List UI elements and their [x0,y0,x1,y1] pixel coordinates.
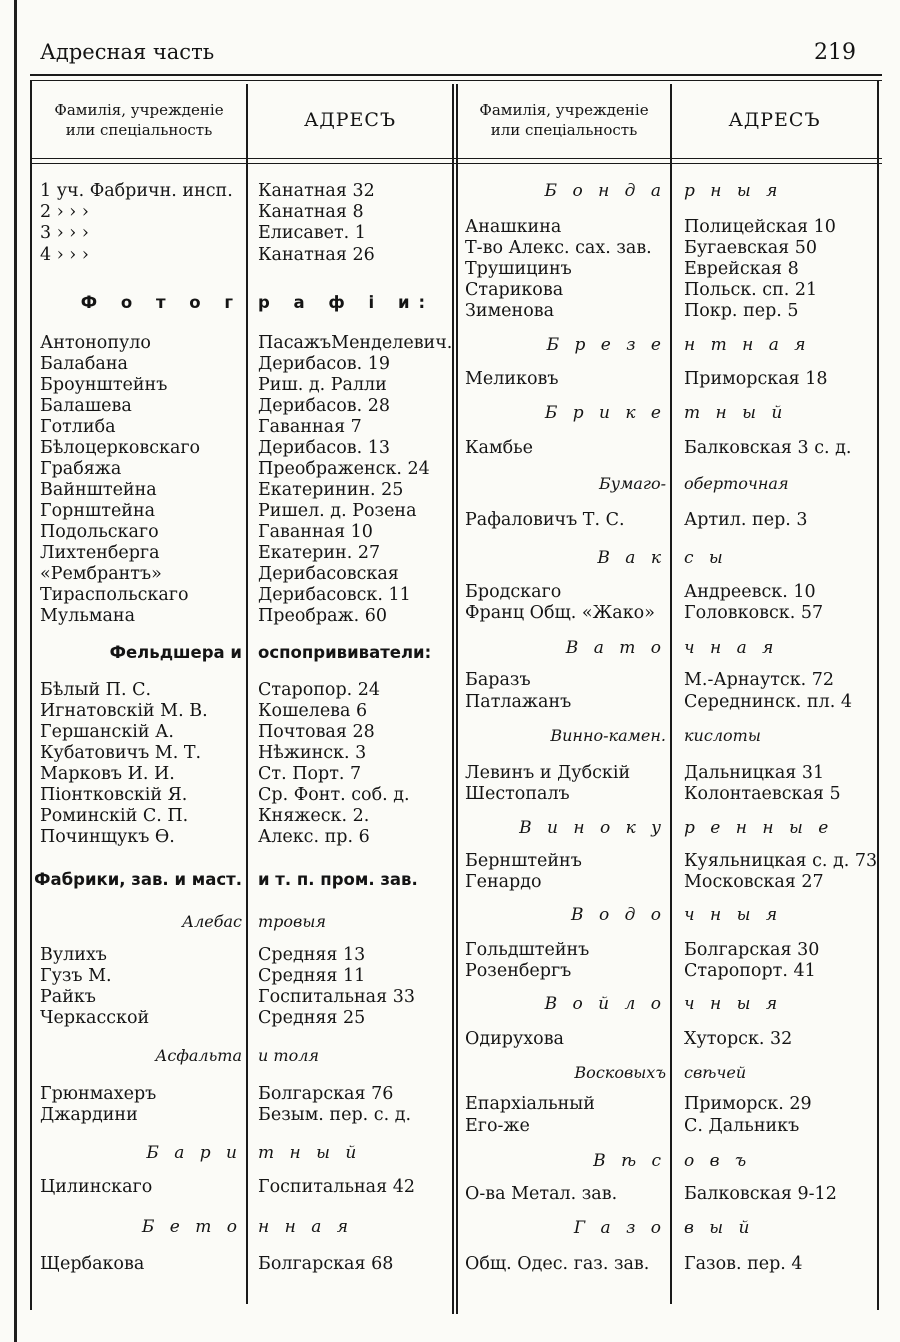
entry-name: 2 › › › [40,202,89,222]
entry-address: Преображенск. 24 [258,459,430,479]
entry-address: Еврейская 8 [684,259,799,279]
entry-address: Полицейская 10 [684,217,836,237]
category-heading-start: Восковыхъ [574,1063,666,1082]
right-table-border [877,80,879,1310]
entry-address: Госпитальная 42 [258,1177,415,1197]
category-heading-start: В и н о к у [519,818,666,838]
entry-address: Ср. Фонт. соб. д. [258,785,410,805]
entry-address: Госпитальная 33 [258,987,415,1007]
category-heading-end: ч н ы я [684,905,783,925]
entry-name: 3 › › › [40,223,89,243]
entry-name: Готлиба [40,417,116,437]
entry-address: Московская 27 [684,872,824,892]
entry-address: Балковская 3 с. д. [684,438,852,458]
category-heading-end: тровыя [258,912,326,931]
category-heading-start: Г а з о [573,1218,666,1238]
entry-name: Старикова [465,280,564,300]
entry-name: Подольскаго [40,522,159,542]
entry-address: Бугаевская 50 [684,238,818,258]
entry-address: Канатная 8 [258,202,364,222]
entry-address: ПасажъМенделевич. [258,333,453,353]
entry-name: Меликовъ [465,369,559,389]
entry-name: Антонопуло [40,333,151,353]
entry-name: Балашева [40,396,132,416]
category-heading-end: н т н а я [684,335,811,355]
category-heading-start: Асфальта [155,1046,242,1065]
category-heading-end: кислоты [684,726,761,745]
entry-address: М.-Арнаутск. 72 [684,670,835,690]
entry-address: Андреевск. 10 [684,582,816,602]
category-heading-start: Б о н д а [544,181,666,201]
entry-name: Бѣлый П. С. [40,680,152,700]
entry-address: Гаванная 7 [258,417,362,437]
entry-address: Гаванная 10 [258,522,373,542]
entry-name: Одирухова [465,1029,564,1049]
section-heading-end: оспопрививатели: [258,643,432,662]
entry-address: Приморская 18 [684,369,828,389]
header-rule-second [30,80,882,81]
category-heading-end: с ы [684,548,728,568]
entry-name: Черкасской [40,1008,150,1028]
entry-name: Общ. Одес. газ. зав. [465,1254,650,1274]
entry-name: Балабана [40,354,128,374]
entry-name: Броунштейнъ [40,375,168,395]
entry-address: Середнинск. пл. 4 [684,692,852,712]
entry-name: 4 › › › [40,245,89,265]
header-rule-top [30,74,882,76]
entry-name: Марковъ И. И. [40,764,175,784]
entry-name: Левинъ и Дубскій [465,763,631,783]
entry-address: Средняя 13 [258,945,366,965]
entry-name: Кубатовичъ М. Т. [40,743,202,763]
category-heading-end: р е н н ы е [684,818,834,838]
entry-name: Грюнмахеръ [40,1084,157,1104]
entry-name: Епархіальный [465,1094,595,1114]
entry-address: Кошелева 6 [258,701,368,721]
entry-name: Лихтенберга [40,543,160,563]
entry-address: Артил. пер. 3 [684,510,808,530]
entry-name: Цилинскаго [40,1177,153,1197]
section-heading-end: р а ф і и: [258,293,435,312]
entry-name: Баразъ [465,670,531,690]
entry-address: Канатная 32 [258,181,375,201]
entry-name: Шестопалъ [465,784,570,804]
entry-name: Камбье [465,438,534,458]
category-heading-end: ч н а я [684,638,779,658]
entry-name: Розенбергъ [465,961,572,981]
entry-name: Анашкина [465,217,562,237]
page-number: 219 [814,40,856,65]
entry-address: Дерибасовская [258,564,399,584]
entry-name: О-ва Метал. зав. [465,1184,618,1204]
category-heading-end: т н ы й [258,1143,362,1163]
entry-name: Бѣлоцерковскаго [40,438,201,458]
entry-name: Джардини [40,1105,138,1125]
entry-name: Починщукъ Ѳ. [40,827,175,847]
entry-address: Почтовая 28 [258,722,375,742]
section-heading-start: Фельдшера и [109,643,242,662]
entry-address: Дерибасовск. 11 [258,585,411,605]
category-heading-start: Б а р и [146,1143,242,1163]
entry-name: Грабяжа [40,459,122,479]
entry-address: Канатная 26 [258,245,375,265]
entry-name: 1 уч. Фабричн. инсп. [40,181,233,201]
entry-name: Т-во Алекс. сах. зав. [465,238,652,258]
entry-name: «Рембрантъ» [40,564,162,584]
category-heading-start: В а к [597,548,666,568]
category-heading-start: В а т о [565,638,666,658]
entry-address: Газов. пер. 4 [684,1254,803,1274]
category-heading-end: о в ъ [684,1151,752,1171]
entry-address: Болгарская 30 [684,940,820,960]
entry-name: Патлажанъ [465,692,572,712]
section-heading-end: и т. п. пром. зав. [258,870,418,889]
category-heading-end: в ы й [684,1218,755,1238]
category-heading-end: и толя [258,1046,319,1065]
category-heading-start: Бумаго- [599,474,666,493]
entry-address: Старопор. 24 [258,680,381,700]
category-heading-start: Б р е з е [546,335,666,355]
entry-name: Зименова [465,301,555,321]
entry-address: Безым. пер. с. д. [258,1105,412,1125]
binding-edge [14,0,17,1342]
category-heading-start: В ѣ с [593,1151,666,1171]
entry-address: Елисавет. 1 [258,223,366,243]
entry-address: Ст. Порт. 7 [258,764,362,784]
section-heading-start: Ф о т о г [80,293,242,312]
center-divider [452,84,454,1314]
entry-name: Гершанскій А. [40,722,174,742]
entry-address: Покр. пер. 5 [684,301,799,321]
entry-name: Мульмана [40,606,136,626]
category-heading-start: Винно-камен. [550,726,666,745]
entry-address: Головковск. 57 [684,603,824,623]
column-header-address-right: АДРЕСЪ [728,109,821,131]
entry-address: Ришел. д. Розена [258,501,417,521]
entry-name: Горнштейна [40,501,156,521]
entry-name: Бродскаго [465,582,562,602]
entry-name: Игнатовскій М. В. [40,701,208,721]
entry-name: Вайнштейна [40,480,157,500]
column-header-address-left: АДРЕСЪ [303,109,397,131]
entry-address: Алекс. пр. 6 [258,827,370,847]
entry-address: Дальницкая 31 [684,763,825,783]
entry-name: Піонтковскій Я. [40,785,188,805]
entry-address: Болгарская 68 [258,1254,394,1274]
entry-name: Роминскій С. П. [40,806,189,826]
entry-address: Средняя 11 [258,966,366,986]
entry-address: Княжеск. 2. [258,806,370,826]
entry-address: Нѣжинск. 3 [258,743,367,763]
entry-address: Екатеринин. 25 [258,480,404,500]
category-heading-start: Б е т о [141,1217,242,1237]
entry-address: Приморск. 29 [684,1094,812,1114]
entry-name: Бернштейнъ [465,851,582,871]
entry-address: Средняя 25 [258,1008,366,1028]
category-heading-end: ч н ы я [684,994,783,1014]
entry-address: Польск. сп. 21 [684,280,818,300]
entry-address: Дерибасов. 19 [258,354,391,374]
entry-address: Риш. д. Ралли [258,375,387,395]
entry-name: Тираспольскаго [40,585,189,605]
page-title: Адресная часть [40,40,215,64]
category-heading-start: В о д о [571,905,666,925]
section-heading-start: Фабрики, зав. и маст. [34,870,242,889]
entry-name: Гольдштейнъ [465,940,590,960]
category-heading-end: р н ы я [684,181,783,201]
category-heading-start: В о й л о [544,994,666,1014]
entry-address: Куяльницкая с. д. 73 [684,851,878,871]
entry-name: Щербакова [40,1254,145,1274]
entry-address: Колонтаевская 5 [684,784,841,804]
entry-address: Балковская 9-12 [684,1184,837,1204]
category-heading-end: свѣчей [684,1063,747,1082]
left-column-divider [246,84,248,1304]
entry-address: С. Дальникъ [684,1116,800,1136]
entry-address: Екатерин. 27 [258,543,381,563]
entry-address: Преображ. 60 [258,606,388,626]
entry-name: Франц Общ. «Жако» [465,603,655,623]
category-heading-end: оберточная [684,474,789,493]
entry-address: Дерибасов. 28 [258,396,391,416]
category-heading-end: т н ы й [684,403,788,423]
category-heading-start: Алебас [181,912,242,931]
entry-address: Дерибасов. 13 [258,438,391,458]
entry-name: Трушицинъ [465,259,572,279]
entry-name: Генардо [465,872,542,892]
entry-name: Рафаловичъ Т. С. [465,510,625,530]
column-header-name-left: Фамилія, учрежденіе или спеціальность [54,101,224,139]
left-table-border [30,80,32,1310]
entry-name: Гузъ М. [40,966,112,986]
entry-name: Райкъ [40,987,96,1007]
entry-name: Вулихъ [40,945,107,965]
category-heading-end: н н а я [258,1217,353,1237]
entry-name: Его-же [465,1116,530,1136]
entry-address: Старопорт. 41 [684,961,816,981]
center-divider-2 [456,84,458,1314]
category-heading-start: Б р и к е [544,403,666,423]
entry-address: Болгарская 76 [258,1084,394,1104]
entry-address: Хуторск. 32 [684,1029,793,1049]
column-header-name-right: Фамилія, учрежденіе или спеціальность [479,101,649,139]
right-column-divider [670,84,672,1304]
